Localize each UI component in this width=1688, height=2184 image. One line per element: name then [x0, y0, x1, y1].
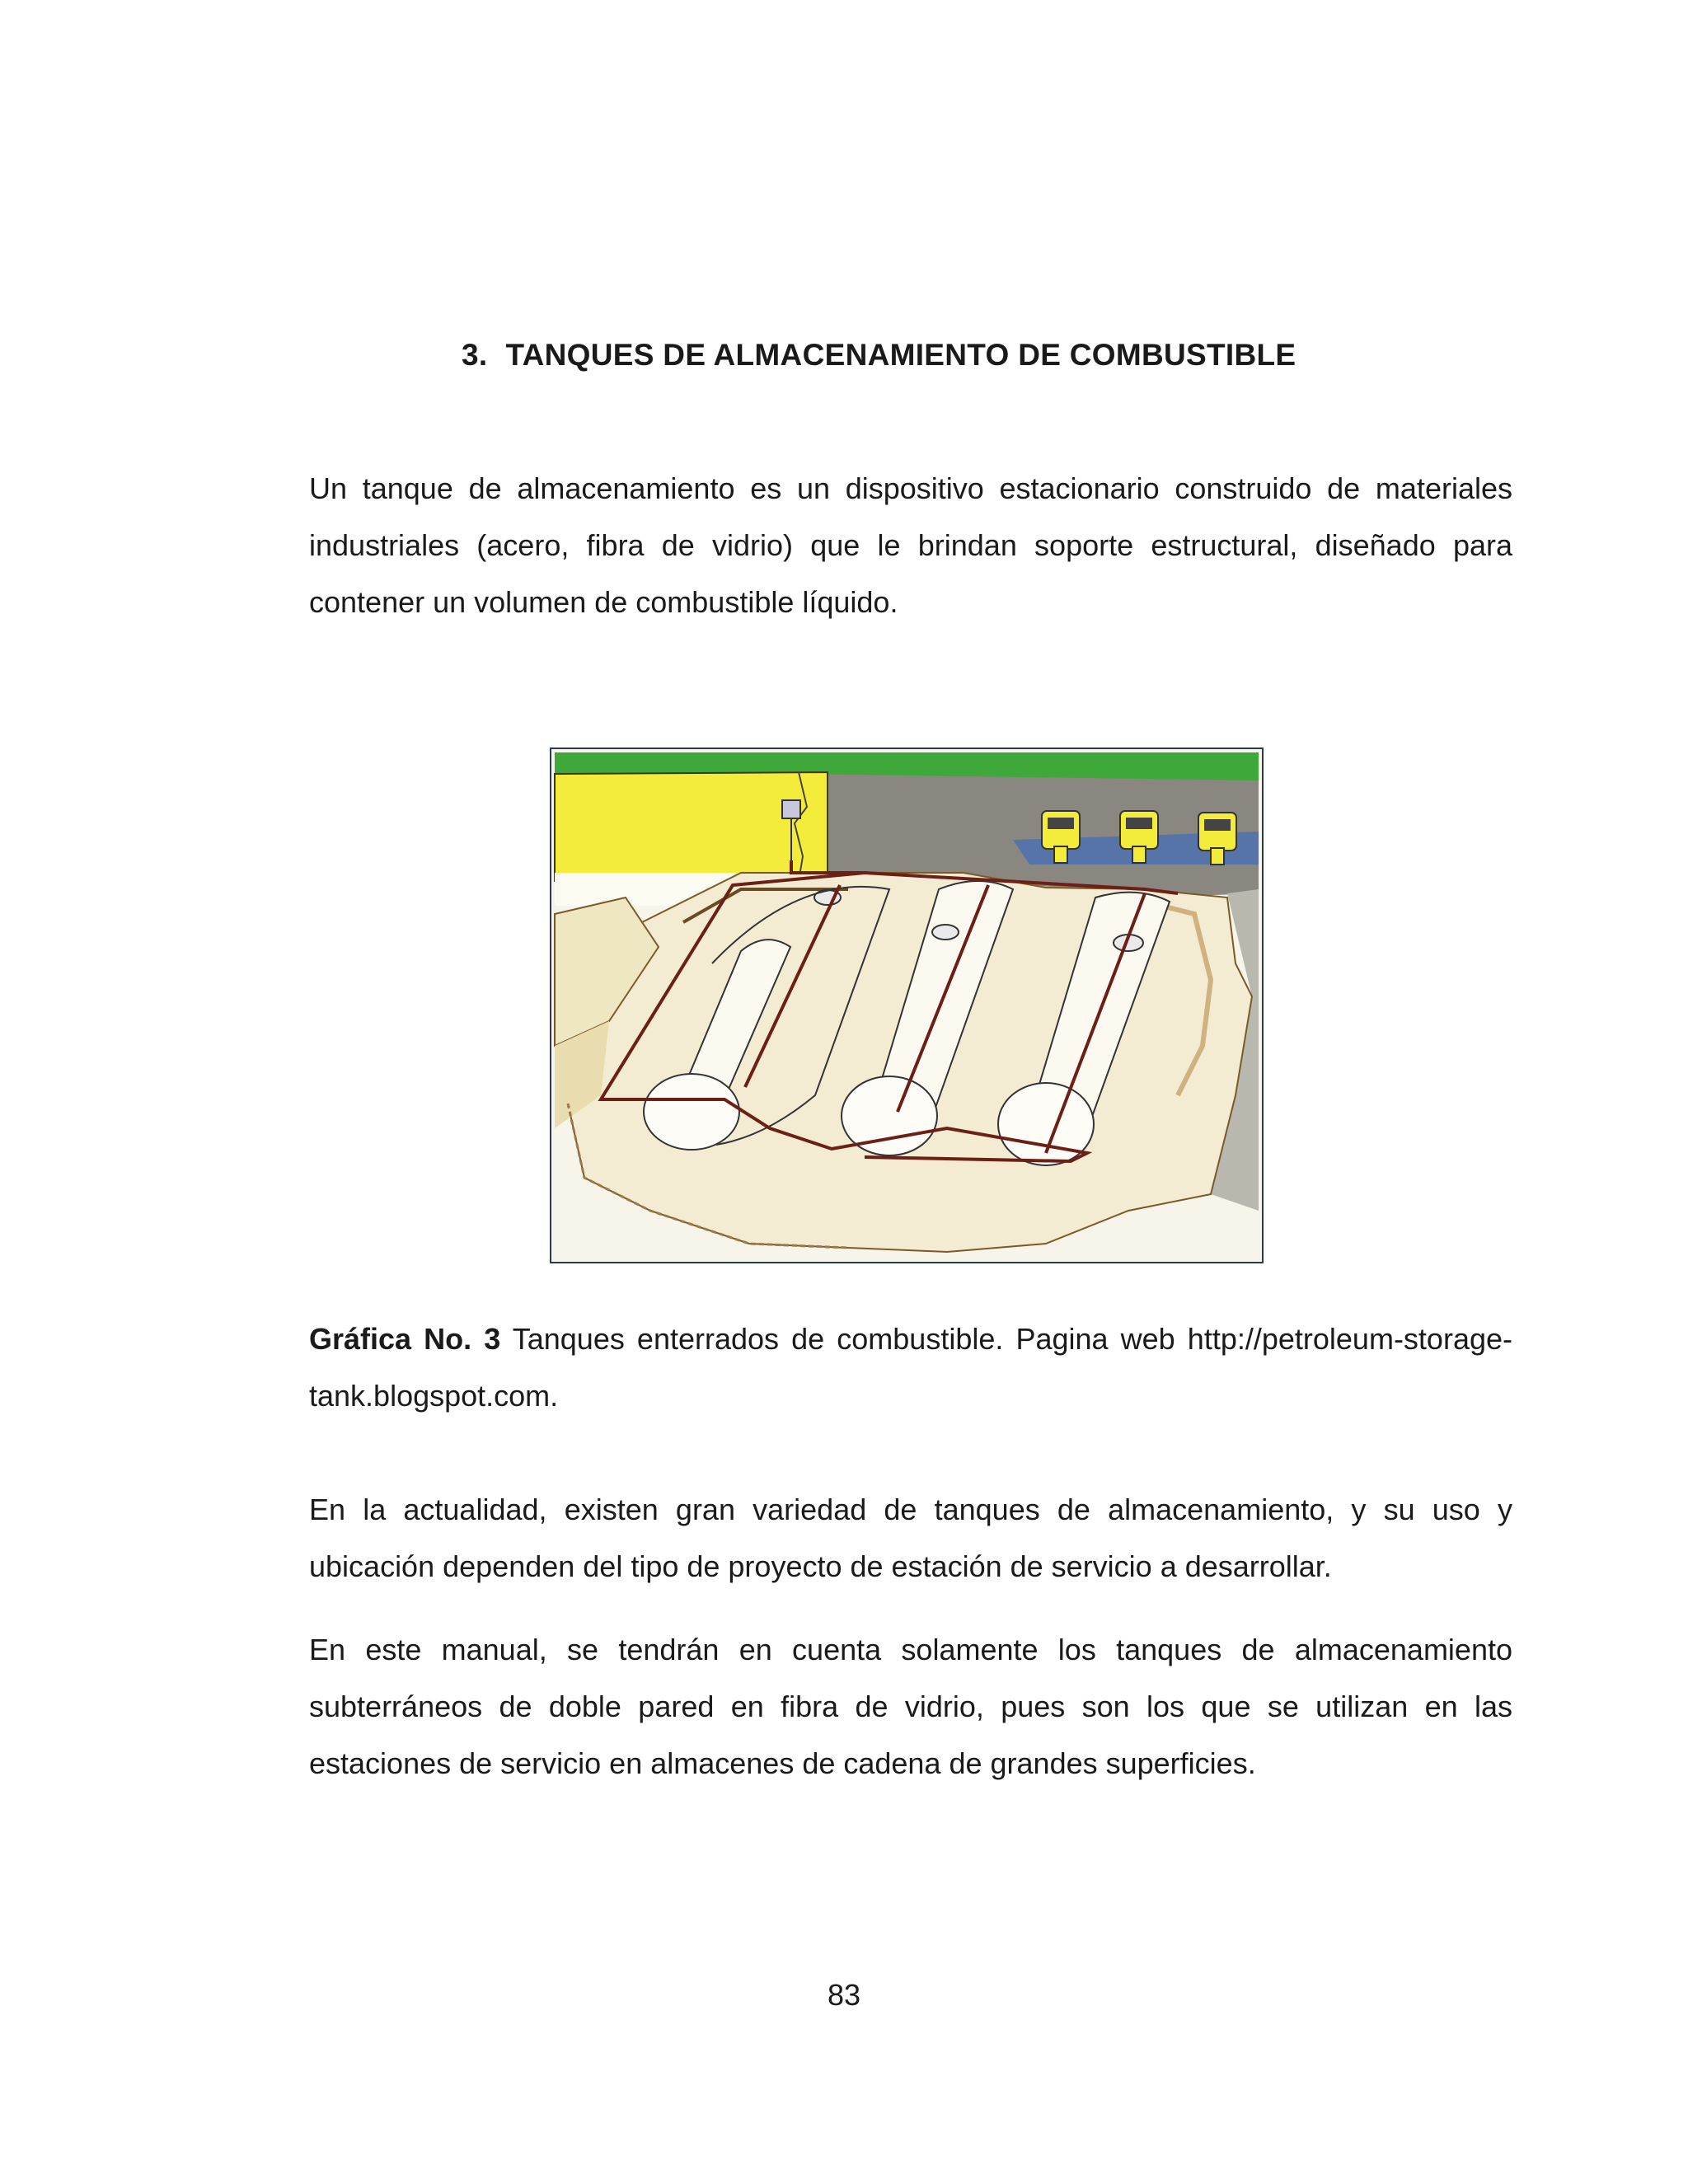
section-title: TANQUES DE ALMACENAMIENTO DE COMBUSTIBLE — [505, 338, 1296, 372]
intro-paragraph: Un tanque de almacenamiento es un dispositivo estacionario construido de materiales industriales (acero, fibra de vidrio) que le brindan soporte estructural, diseñado para contener un volumen de combustible líquido. — [309, 471, 1512, 619]
section-heading — [462, 338, 1296, 373]
variety-paragraph: En la actualidad, existen gran variedad de tanques de almacenamiento, y su uso y ubicación dependen del tipo de proyecto de estación de servicio a desarrollar. — [309, 1493, 1512, 1583]
section-number: 3. — [462, 338, 488, 372]
figure-caption-label: Gráfica No. 3 — [309, 1322, 501, 1356]
junction-box — [782, 800, 800, 818]
page-number: 83 — [827, 1978, 861, 2012]
scope-paragraph: En este manual, se tendrán en cuenta solamente los tanques de almacenamiento subterráneos de doble pared en fibra de vidrio, pues son los que se utilizan en las estaciones de servicio en almacenes de cadena de grandes superficies. — [309, 1633, 1512, 1780]
figure-caption-text: Tanques enterrados de combustible. Pagina web http://petroleum-storage-tank.blogspot.com. — [309, 1322, 1512, 1413]
yellow-wall — [555, 772, 828, 881]
figure-caption — [309, 1310, 1512, 1424]
fuel-tanks-illustration — [550, 748, 1264, 1263]
